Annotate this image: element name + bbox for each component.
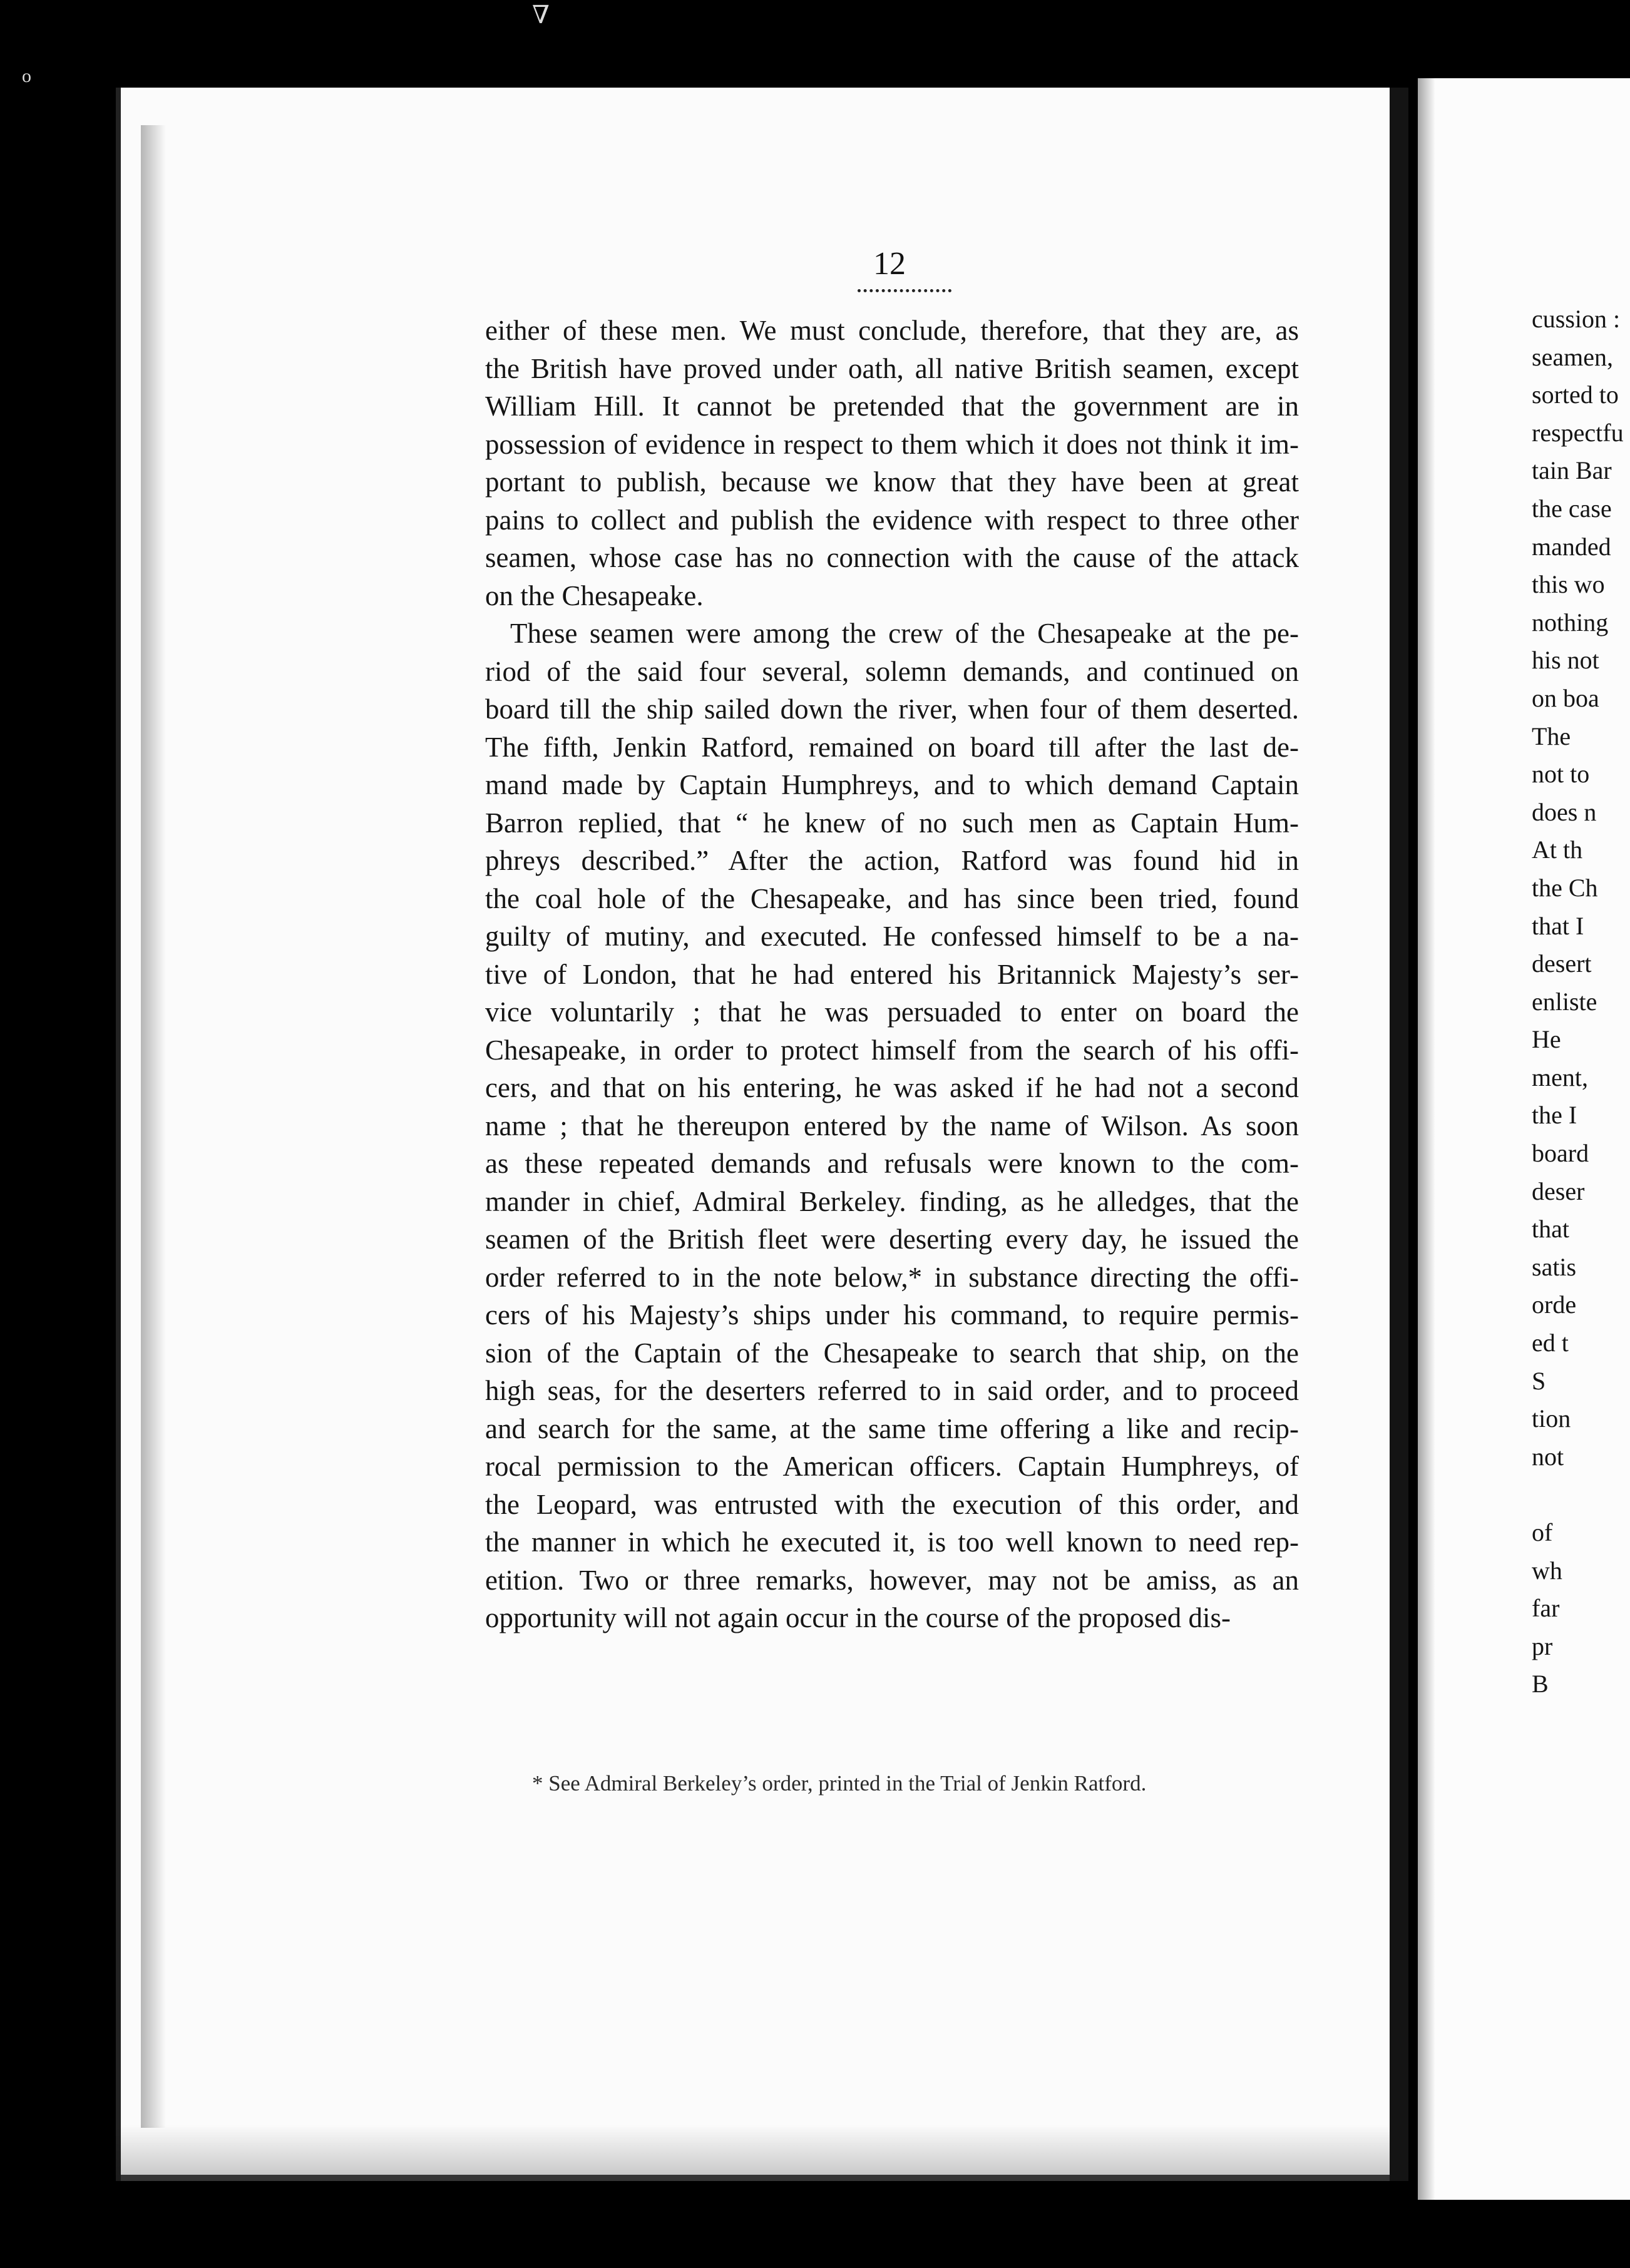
text-line: cers of his Majesty’s ships under his command, to require permis- <box>485 1299 1299 1331</box>
right-page-fragment: seamen, <box>1532 342 1613 371</box>
right-page-fragment: far <box>1532 1594 1560 1623</box>
right-page-fragment: that I <box>1532 911 1584 940</box>
right-page-fragment: deser <box>1532 1177 1585 1205</box>
text-line: the coal hole of the Chesapeake, and has since been tried, found <box>485 882 1299 914</box>
text-line: as these repeated demands and refusals were known to the com- <box>485 1148 1299 1179</box>
scan-mark: ∇ <box>532 1 550 29</box>
right-page-fragment: pr <box>1532 1632 1553 1660</box>
right-page-fragment: enliste <box>1532 987 1597 1016</box>
right-page-fragment: the I <box>1532 1101 1577 1130</box>
text-line: pains to collect and publish the evidence with respect to three other <box>485 504 1299 536</box>
right-page-fragment: He <box>1532 1025 1561 1054</box>
text-line: the manner in which he executed it, is too well known to need rep- <box>485 1526 1299 1558</box>
right-page-fragment <box>1532 1476 1624 1514</box>
text-line: on the Chesapeake. <box>485 580 704 611</box>
text-line: the Leopard, was entrusted with the execution of this order, and <box>485 1488 1299 1520</box>
right-page-fragment: desert <box>1532 949 1592 978</box>
right-page-fragment: tain Bar <box>1532 456 1612 485</box>
text-line: either of these men. We must conclude, therefore, that they are, as <box>485 315 1299 346</box>
text-line: phreys described.” After the action, Ratford was found hid in <box>485 845 1299 876</box>
right-page-fragment: his not <box>1532 646 1599 675</box>
text-line: Chesapeake, in order to protect himself from the search of his offi- <box>485 1034 1299 1066</box>
text-line: possession of evidence in respect to them which it does not think it im- <box>485 428 1299 460</box>
right-page-fragment: not to <box>1532 760 1590 789</box>
right-page-fragment: on boa <box>1532 683 1599 712</box>
right-page-fragment: that <box>1532 1215 1569 1244</box>
right-page-fragment: satis <box>1532 1252 1577 1281</box>
right-page-fragment: At th <box>1532 835 1583 864</box>
text-line: seamen of the British fleet were deserting every day, he issued the <box>485 1223 1299 1255</box>
right-page-fragment: the Ch <box>1532 873 1598 902</box>
right-page-fragment: orde <box>1532 1290 1577 1319</box>
right-page-fragment: sorted to <box>1532 381 1619 409</box>
text-line: name ; that he thereupon entered by the name of Wilson. As soon <box>485 1110 1299 1142</box>
text-line: Barron replied, that “ he knew of no such men as Captain Hum- <box>485 807 1299 839</box>
right-page-fragment: ment, <box>1532 1063 1588 1091</box>
right-page-fragment: respectfu <box>1532 418 1624 447</box>
text-line: The fifth, Jenkin Ratford, remained on board till after the last de- <box>485 731 1299 763</box>
text-line: board till the ship sailed down the river, when four of them deserted. <box>485 693 1299 725</box>
right-page-fragment: The <box>1532 722 1571 750</box>
text-line: seamen, whose case has no connection with the cause of the attack <box>485 542 1299 573</box>
text-line: order referred to in the note below,* in substance directing the offi- <box>485 1261 1299 1293</box>
text-line: tive of London, that he had entered his Britannick Majesty’s ser- <box>485 958 1299 990</box>
right-page-fragment: ed t <box>1532 1329 1569 1357</box>
text-line: portant to publish, because we know that they have been at great <box>485 466 1299 498</box>
right-page-fragment: does n <box>1532 797 1597 826</box>
right-page-text <box>1532 300 1624 1704</box>
right-page-fragment: board <box>1532 1139 1589 1168</box>
right-page-fragment: not <box>1532 1442 1564 1471</box>
text-line: These seamen were among the crew of the Chesapeake at the pe- <box>510 618 1299 649</box>
text-line: and search for the same, at the same time offering a like and recip- <box>485 1412 1299 1444</box>
text-line: William Hill. It cannot be pretended that the government are in <box>485 391 1299 422</box>
text-line: sion of the Captain of the Chesapeake to search that ship, on the <box>485 1337 1299 1369</box>
page-number: 12 <box>873 246 906 282</box>
right-page-fragment: nothing <box>1532 608 1609 636</box>
text-line: mander in chief, Admiral Berkeley. finding, as he alledges, that the <box>485 1185 1299 1217</box>
right-page-fragment: this wo <box>1532 570 1605 599</box>
right-page-fragment: tion <box>1532 1404 1571 1433</box>
text-line: vice voluntarily ; that he was persuaded to enter on board the <box>485 996 1299 1028</box>
text-line: opportunity will not again occur in the course of the proposed dis- <box>485 1602 1231 1633</box>
page-number-rule <box>858 289 951 292</box>
right-page-fragment: the case <box>1532 494 1612 523</box>
right-page-fragment: manded <box>1532 532 1611 561</box>
text-line: the British have proved under oath, all native British seamen, except <box>485 352 1299 384</box>
scan-mark: o <box>22 66 31 86</box>
right-page-fragment: cussion : <box>1532 305 1621 333</box>
text-line: riod of the said four several, solemn demands, and continued on <box>485 655 1299 687</box>
right-page-fragment: B <box>1532 1670 1549 1698</box>
text-line: rocal permission to the American officers. Captain Humphreys, of <box>485 1451 1299 1482</box>
right-page-fragment: of <box>1532 1518 1553 1546</box>
right-page-fragment: S <box>1532 1366 1546 1395</box>
text-line: etition. Two or three remarks, however, may not be amiss, as an <box>485 1564 1299 1596</box>
footnote: * See Admiral Berkeley’s order, printed in the Trial of Jenkin Ratford. <box>532 1771 1147 1796</box>
text-line: cers, and that on his entering, he was asked if he had not a second <box>485 1072 1299 1103</box>
text-line: mand made by Captain Humphreys, and to which demand Captain <box>485 769 1299 800</box>
text-line: guilty of mutiny, and executed. He confessed himself to be a na- <box>485 921 1299 952</box>
text-line: high seas, for the deserters referred to in said order, and to proceed <box>485 1375 1299 1406</box>
body-text <box>485 312 1299 1637</box>
right-page-fragment: wh <box>1532 1556 1562 1585</box>
